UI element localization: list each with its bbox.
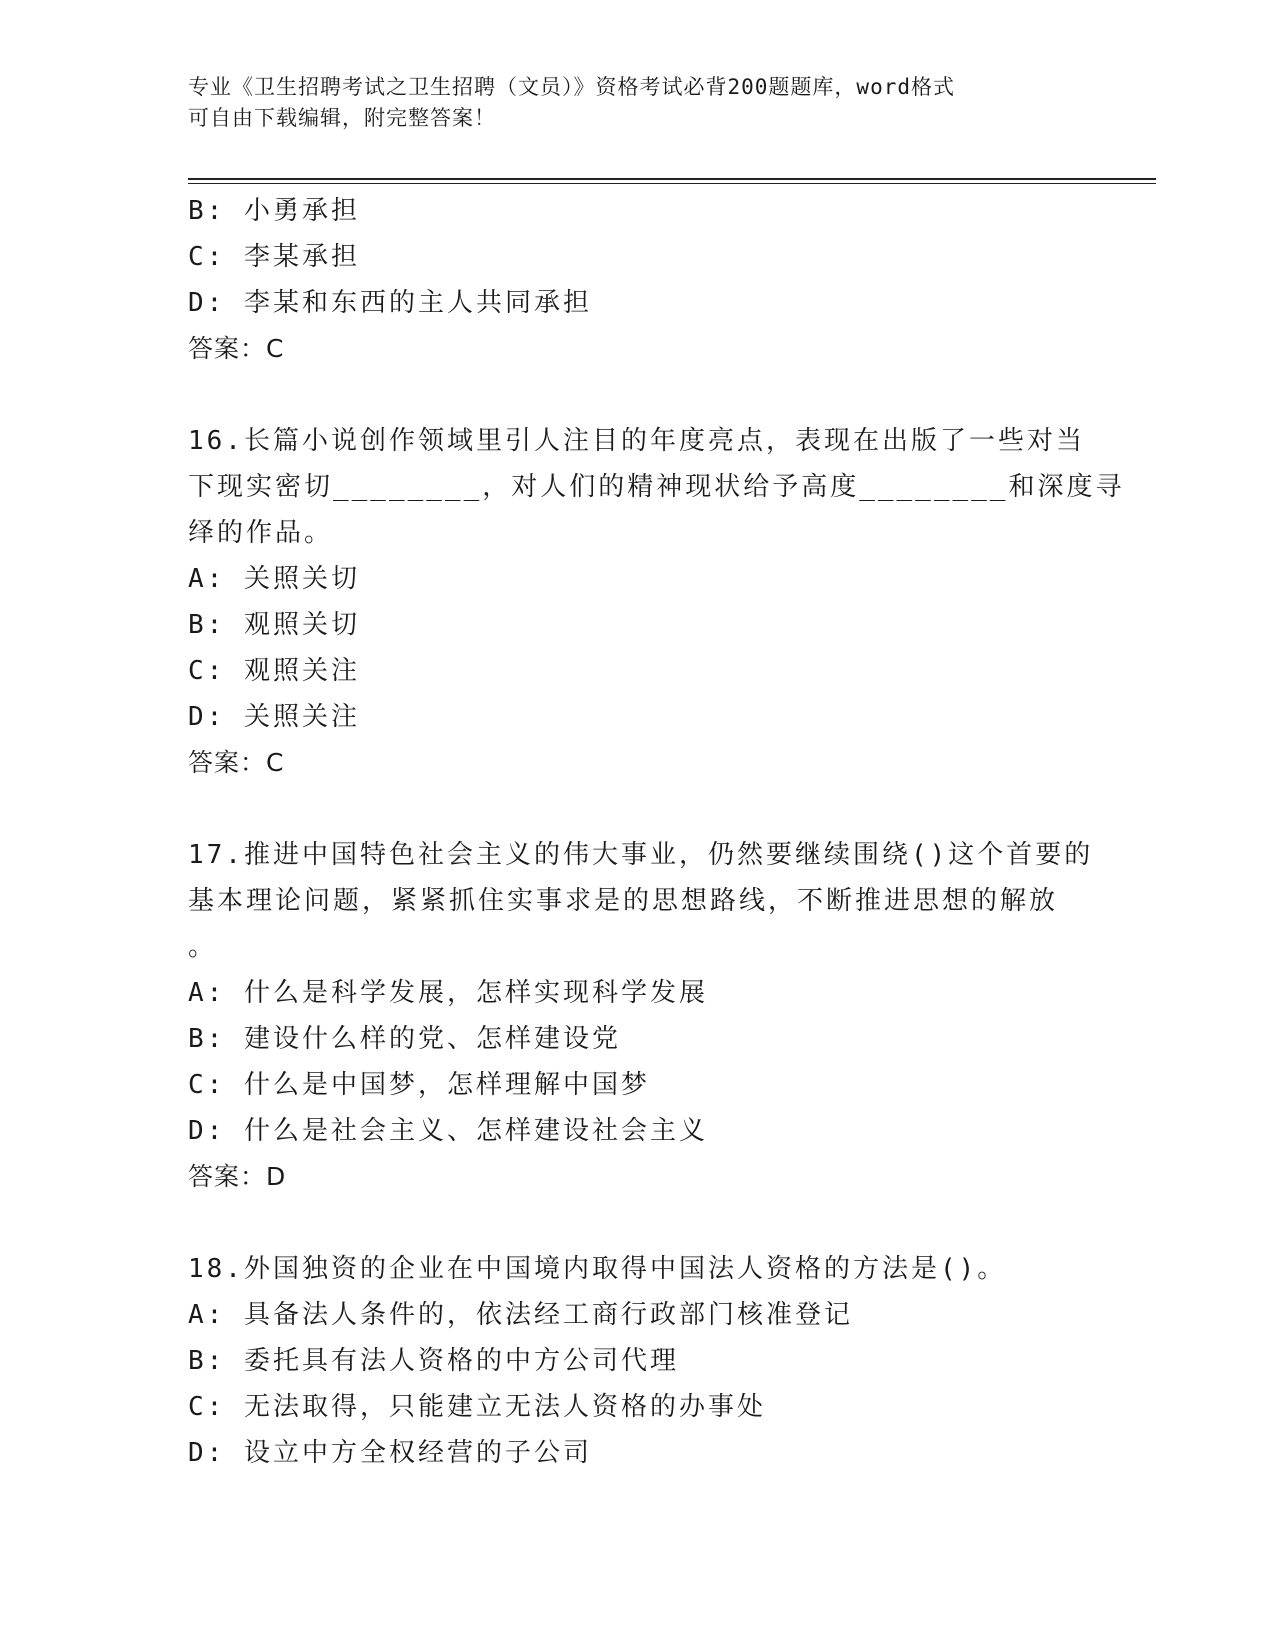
- option-b: B: 建设什么样的党、怎样建设党: [188, 1024, 621, 1054]
- answer-line: 答案：C: [188, 334, 285, 363]
- option-d: D: 关照关注: [188, 702, 360, 732]
- header-divider: [188, 178, 1156, 184]
- option-b: B: 委托具有法人资格的中方公司代理: [188, 1346, 679, 1376]
- option-c: C: 无法取得，只能建立无法人资格的办事处: [188, 1392, 766, 1422]
- question-stem-line: 基本理论问题，紧紧抓住实事求是的思想路线，不断推进思想的解放: [188, 886, 1059, 916]
- question-stem-line: 下现实密切________，对人们的精神现状给予高度________和深度寻: [188, 472, 1125, 502]
- question-stem-line: 绎的作品。: [188, 518, 334, 548]
- question-18: [188, 1246, 1088, 1476]
- answer-line: 答案：D: [188, 1162, 287, 1191]
- question-stem-line: 16.长篇小说创作领域里引人注目的年度亮点，表现在出版了一些对当: [188, 426, 1085, 456]
- question-17: [188, 832, 1094, 1200]
- header-line-1: 专业《卫生招聘考试之卫生招聘（文员）》资格考试必背200题题库，word格式: [188, 75, 955, 99]
- document-header: [188, 72, 1088, 134]
- option-a: A: 什么是科学发展，怎样实现科学发展: [188, 978, 708, 1008]
- option-d: D: 设立中方全权经营的子公司: [188, 1438, 592, 1468]
- question-content: [188, 188, 1125, 1476]
- header-line-2: 可自由下载编辑，附完整答案！: [188, 106, 496, 130]
- option-a: A: 关照关切: [188, 564, 360, 594]
- question-stem-line: 。: [188, 932, 218, 962]
- answer-line: 答案：C: [188, 748, 285, 777]
- option-d: D: 李某和东西的主人共同承担: [188, 288, 592, 318]
- question-16: [188, 418, 1125, 786]
- option-d: D: 什么是社会主义、怎样建设社会主义: [188, 1116, 708, 1146]
- question-stem-line: 17.推进中国特色社会主义的伟大事业，仍然要继续围绕()这个首要的: [188, 840, 1094, 870]
- option-b: B: 观照关切: [188, 610, 360, 640]
- question-stem-line: 18.外国独资的企业在中国境内取得中国法人资格的方法是()。: [188, 1254, 1007, 1284]
- option-b: B: 小勇承担: [188, 196, 360, 226]
- option-c: C: 观照关注: [188, 656, 360, 686]
- option-c: C: 什么是中国梦，怎样理解中国梦: [188, 1070, 650, 1100]
- option-a: A: 具备法人条件的，依法经工商行政部门核准登记: [188, 1300, 853, 1330]
- option-c: C: 李某承担: [188, 242, 360, 272]
- continued-question: [188, 188, 1088, 372]
